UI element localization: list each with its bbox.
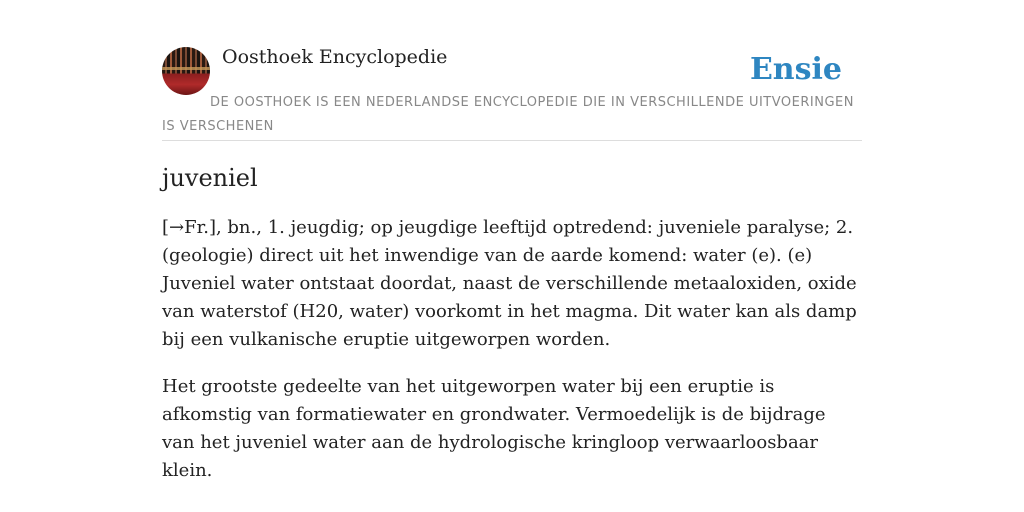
- encyclopedia-books-icon[interactable]: [162, 47, 210, 95]
- article-title: juveniel: [162, 164, 258, 192]
- article: [162, 160, 862, 485]
- site-header: [162, 44, 862, 141]
- site-tagline: DE OOSTHOEK IS EEN NEDERLANDSE ENCYCLOPEDIE DIE IN VERSCHILLENDE UITVOERINGEN IS VERSCHENEN: [162, 95, 854, 134]
- article-paragraph: Het grootste gedeelte van het uitgeworpen water bij een eruptie is afkomstig van formatiewater en grondwater. Vermoedelijk is de bijdrage van het juveniel water aan de hydrologische kringloop verwaarloosbaar klein.: [162, 376, 826, 481]
- brand-logo-link[interactable]: Ensie: [749, 52, 842, 87]
- article-paragraph: [→Fr.], bn., 1. jeugdig; op jeugdige leeftijd optredend: juveniele paralyse; 2. (geologie) direct uit het inwendige van de aarde komend: water (e). (e) Juveniel water ontstaat doordat, naast de verschillende metaaloxiden, oxide van waterstof (H20, water) voorkomt in het magma. Dit water kan als damp bij een vulkanische eruptie uitgeworpen worden.: [162, 217, 857, 350]
- site-name[interactable]: Oosthoek Encyclopedie: [222, 46, 448, 68]
